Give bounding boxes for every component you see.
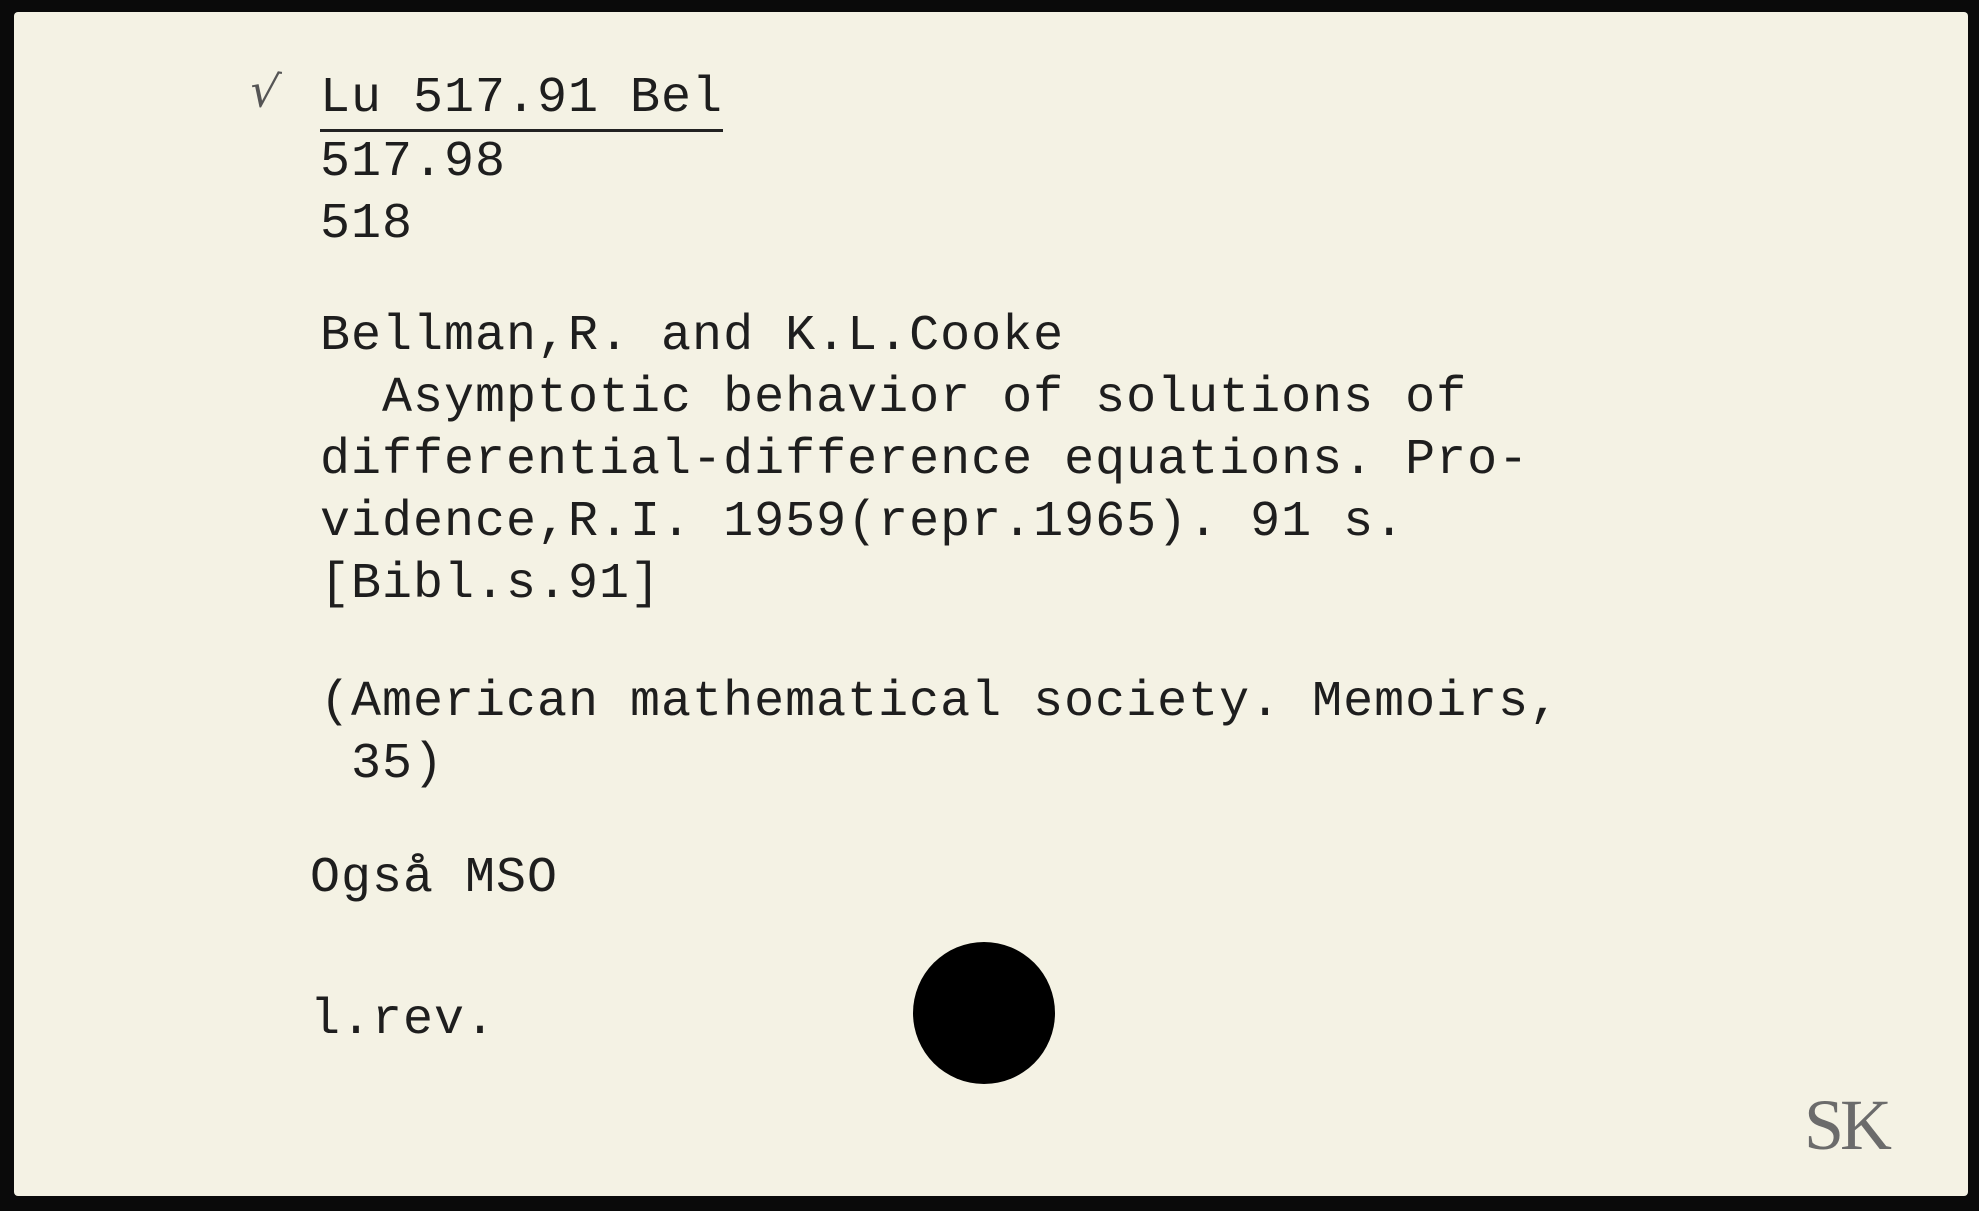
description-line: Asymptotic behavior of solutions of	[320, 370, 1468, 427]
call-number: Lu 517.91 Bel	[320, 68, 723, 130]
author-line: Bellman,R. and K.L.Cooke	[320, 308, 1065, 365]
punch-hole	[913, 942, 1055, 1084]
also-note: Også MSO	[310, 850, 559, 907]
revision-note: l.rev.	[310, 992, 497, 1049]
series-line: 35)	[320, 736, 445, 793]
class-number: 517.98	[320, 134, 507, 191]
class-number: 518	[320, 196, 414, 253]
catalog-card	[14, 12, 1968, 1196]
description-line: [Bibl.s.91]	[320, 556, 662, 613]
description-line: vidence,R.I. 1959(repr.1965). 91 s.	[320, 494, 1406, 551]
initials-stamp: SK	[1804, 1085, 1889, 1165]
description-line: differential-difference equations. Pro-	[320, 432, 1530, 489]
check-mark: √	[246, 62, 283, 120]
series-line: (American mathematical society. Memoirs,	[320, 674, 1561, 731]
